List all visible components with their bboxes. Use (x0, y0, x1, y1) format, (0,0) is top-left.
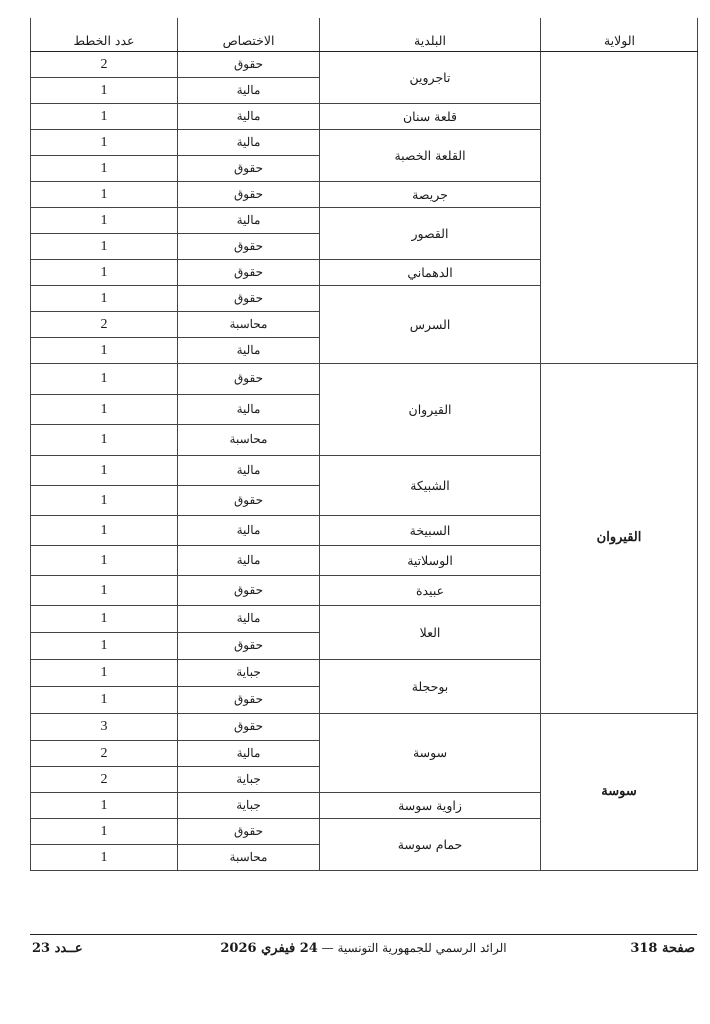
count-cell: 2 (31, 741, 178, 767)
municipality-cell: عبيدة (320, 576, 541, 606)
count-cell: 1 (31, 606, 178, 633)
specialty-cell: مالية (178, 130, 320, 156)
specialty-cell: جباية (178, 767, 320, 793)
count-cell: 1 (31, 546, 178, 576)
count-cell: 1 (31, 130, 178, 156)
specialty-cell: حقوق (178, 364, 320, 395)
count-cell: 1 (31, 633, 178, 660)
specialty-cell: مالية (178, 104, 320, 130)
specialty-cell: مالية (178, 741, 320, 767)
municipality-cell: سوسة (320, 714, 541, 793)
count-cell: 1 (31, 486, 178, 516)
count-cell: 1 (31, 819, 178, 845)
table-header-row (31, 18, 698, 52)
municipality-cell: الشبيكة (320, 456, 541, 516)
footer-journal-title: الرائد الرسمي للجمهورية التونسية — (321, 941, 507, 955)
count-cell: 1 (31, 156, 178, 182)
specialty-cell: مالية (178, 516, 320, 546)
count-cell: 1 (31, 845, 178, 871)
municipality-cell: القيروان (320, 364, 541, 456)
specialty-cell: مالية (178, 606, 320, 633)
count-cell: 1 (31, 687, 178, 714)
municipality-cell: بوحجلة (320, 660, 541, 714)
municipality-cell: الوسلاتية (320, 546, 541, 576)
table-row (31, 364, 698, 395)
count-cell: 1 (31, 516, 178, 546)
specialty-cell: حقوق (178, 576, 320, 606)
count-cell: 1 (31, 456, 178, 486)
specialty-cell: حقوق (178, 819, 320, 845)
state-cell: سوسة (541, 714, 698, 871)
specialty-cell: حقوق (178, 714, 320, 741)
specialty-cell: جباية (178, 793, 320, 819)
specialty-cell: حقوق (178, 286, 320, 312)
specialty-cell: مالية (178, 546, 320, 576)
municipality-cell: زاوية سوسة (320, 793, 541, 819)
count-cell: 1 (31, 234, 178, 260)
header-municipality: البلدية (320, 18, 541, 52)
count-cell: 1 (31, 364, 178, 395)
municipality-cell: قلعة سنان (320, 104, 541, 130)
table-body (31, 52, 698, 871)
count-cell: 1 (31, 260, 178, 286)
municipality-cell: القلعة الخصبة (320, 130, 541, 182)
count-cell: 3 (31, 714, 178, 741)
footer-date: 24 فيفري 2026 (220, 941, 318, 956)
specialty-cell: حقوق (178, 687, 320, 714)
specialty-cell: مالية (178, 208, 320, 234)
count-cell: 1 (31, 576, 178, 606)
specialty-cell: حقوق (178, 486, 320, 516)
specialty-cell: مالية (178, 338, 320, 364)
specialty-cell: جباية (178, 660, 320, 687)
positions-table (30, 18, 698, 871)
count-cell: 1 (31, 793, 178, 819)
header-state: الولاية (541, 18, 698, 52)
specialty-cell: مالية (178, 78, 320, 104)
count-cell: 2 (31, 312, 178, 338)
header-count: عدد الخطط (31, 18, 178, 52)
count-cell: 1 (31, 660, 178, 687)
municipality-cell: تاجروين (320, 52, 541, 104)
count-cell: 1 (31, 182, 178, 208)
municipality-cell: السرس (320, 286, 541, 364)
header-specialty: الاختصاص (178, 18, 320, 52)
page-footer (30, 934, 697, 965)
count-cell: 1 (31, 286, 178, 312)
count-cell: 2 (31, 52, 178, 78)
state-cell (541, 52, 698, 364)
municipality-cell: السبيخة (320, 516, 541, 546)
count-cell: 1 (31, 208, 178, 234)
specialty-cell: حقوق (178, 234, 320, 260)
specialty-cell: حقوق (178, 260, 320, 286)
municipality-cell: القصور (320, 208, 541, 260)
specialty-cell: محاسبة (178, 845, 320, 871)
count-cell: 1 (31, 104, 178, 130)
municipality-cell: حمام سوسة (320, 819, 541, 871)
specialty-cell: حقوق (178, 156, 320, 182)
table-row (31, 52, 698, 78)
state-cell: القيروان (541, 364, 698, 714)
count-cell: 1 (31, 78, 178, 104)
count-cell: 2 (31, 767, 178, 793)
footer-issue-number: عــدد 23 (32, 941, 83, 956)
municipality-cell: العلا (320, 606, 541, 660)
table-row (31, 714, 698, 741)
specialty-cell: محاسبة (178, 312, 320, 338)
count-cell: 1 (31, 425, 178, 456)
count-cell: 1 (31, 338, 178, 364)
specialty-cell: حقوق (178, 182, 320, 208)
specialty-cell: محاسبة (178, 425, 320, 456)
specialty-table-wrapper (30, 18, 697, 871)
footer-journal-line (30, 941, 697, 956)
municipality-cell: الدهماني (320, 260, 541, 286)
specialty-cell: مالية (178, 456, 320, 486)
count-cell: 1 (31, 395, 178, 425)
specialty-cell: مالية (178, 395, 320, 425)
specialty-cell: حقوق (178, 633, 320, 660)
specialty-cell: حقوق (178, 52, 320, 78)
footer-page-number: صفحة 318 (630, 941, 695, 956)
municipality-cell: جريصة (320, 182, 541, 208)
